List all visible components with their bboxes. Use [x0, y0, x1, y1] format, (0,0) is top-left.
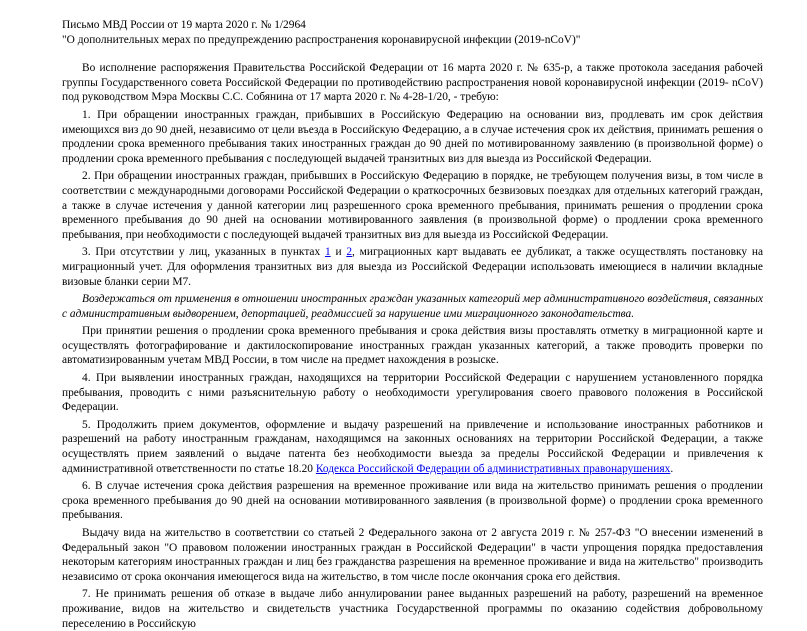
- paragraph-3-text-a: 3. При отсутствии у лиц, указанных в пунктах: [82, 246, 325, 259]
- paragraph-5: [62, 418, 763, 476]
- paragraph-3-continued: При принятии решения о продлении срока временного пребывания и срока действия визы проставлять отметку в миграционной карте и осуществлять фотографирование и дактилоскопирование иностранных граждан указанных категорий, а также проводить проверки по автоматизированным учетам МВД России, в том числе на предмет нахождения в розыске.: [62, 325, 763, 367]
- document-title: Письмо МВД России от 19 марта 2020 г. № 1/2964: [62, 19, 306, 31]
- link-item-2[interactable]: 2: [346, 246, 353, 259]
- paragraph-1: 1. При обращении иностранных граждан, прибывших в Российскую Федерацию на основании виз, продлевать им срок действия имеющихся виз до 90 дней, независимо от цели въезда в Российскую Федерацию, а в случае истечения срок их действия, принимать решения о продлении срока временного пребывания таких иностранных граждан до 90 дней по мотивированному заявлению (в произвольной форме) о продлении срока временного пребывания с последующей выдачей транзитных виз для выезда из Российской Федерации.: [62, 108, 763, 165]
- paragraph-3-text-c: , миграционных карт выдавать ее дубликат, а также осуществлять постановку на миграционный учет. Для оформления транзитных виз для выезда из Российской Федерации использовать имеющиеся в наличии вкладные визовые бланки серии М7.: [62, 246, 763, 288]
- paragraph-3: [62, 245, 763, 289]
- document-subtitle: "О дополнительных мерах по предупреждению распространения коронавирусной инфекции (2019-nCoV)": [62, 33, 581, 46]
- paragraph-5-end: .: [670, 462, 674, 475]
- paragraph-3-italic: [62, 292, 763, 321]
- paragraph-4: 4. При выявлении иностранных граждан, находящихся на территории Российской Федерации с нарушением установленного порядка пребывания, проводить с ними разъяснительную работу о необходимости урегулирования своего правового положения в Российской Федерации.: [62, 372, 763, 414]
- paragraph-3-text-b: и: [330, 246, 347, 259]
- koap-link[interactable]: Кодекса Российской Федерации об административных правонарушениях: [315, 462, 671, 475]
- link-item-1[interactable]: 1: [324, 246, 331, 259]
- paragraph-6: 6. В случае истечения срока действия разрешения на временное проживание или вида на жительство принимать решения о продлении срока временного пребывания до 90 дней на основании мотивированного заявления (в произвольной форме) о продлении срока временного пребывания.: [62, 480, 763, 522]
- paragraph-5-text: 5. Продолжить прием документов, оформление и выдачу разрешений на привлечение и использование иностранных работников и разрешений на работу иностранным гражданам, находящимся на законных основаниях на территории Российской Федерации, а также осуществлять прием заявлений о выдаче патента без необходимости выезда за пределы Российской Федерации и привлечения к административной ответственности по статье 18.20: [62, 418, 763, 475]
- paragraph-2: 2. При обращении иностранных граждан, прибывших в Российскую Федерацию в порядке, не требующем получения визы, в том числе в соответствии с международными договорами Российской Федерации о краткосрочных безвизовых поездках для отдельных категорий граждан, а также в случае истечения у данной категории лиц разрешенного срока временного пребывания, принимать решения о продлении срока временного пребывания до 90 дней на основании мотивированного заявления (в произвольной форме) о продлении срока временного пребывания, при необходимости с последующей выдачей транзитных виз для выезда из Российской Федерации.: [62, 170, 763, 241]
- paragraph-6-continued: Выдачу вида на жительство в соответствии со статьей 2 Федерального закона от 2 августа 2019 г. № 257-ФЗ "О внесении изменений в Федеральный закон "О правовом положении иностранных граждан в Российской Федерации" в части упрощения порядка предоставления некоторым категориям иностранных граждан и лиц без гражданства разрешения на временное проживание и вида на жительство" производить независимо от срока окончания имеющегося вида на жительство, в том числе после окончания срока его действия.: [62, 527, 763, 583]
- intro-paragraph: Во исполнение распоряжения Правительства Российской Федерации от 16 марта 2020 г. № 635-р, а также протокола заседания рабочей группы Государственного совета Российской Федерации по противодействию распространения новой коронавирусной инфекции (2019- nCoV) под руководством Мэра Москвы С.С. Собянина от 17 марта 2020 г. № 4-28-1/20, - требую:: [62, 62, 763, 104]
- paragraph-3-italic-text: Воздержаться от применения в отношении иностранных граждан указанных категорий мер административного воздействия, связанных с административным выдворением, депортацией, реадмиссией за нарушение ими миграционного законодательства.: [62, 293, 763, 320]
- paragraph-7: 7. Не принимать решения об отказе в выдаче либо аннулировании ранее выданных разрешений на работу, разрешений на временное проживание, видов на жительство и свидетельств участника Государственной программы по оказанию содействия добровольному переселению в Российскую: [62, 588, 763, 630]
